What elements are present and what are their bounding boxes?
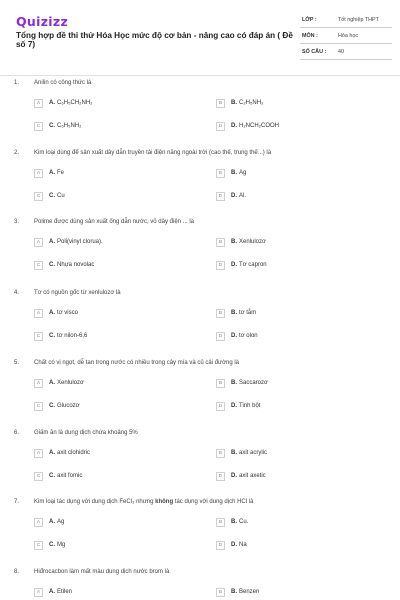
option-text: axit acrylic — [239, 450, 268, 456]
option-letter: A. — [49, 589, 55, 595]
option-text: C₆H₅CH₂NH₂ — [57, 100, 93, 106]
meta-value: 40 — [338, 49, 344, 55]
question-text-emphasis: không — [155, 499, 174, 505]
option-text: tơ olon — [239, 333, 258, 339]
question-text: Polime được dùng sản xuất ống dẫn nước, vỏ dây điện ... là — [34, 219, 194, 225]
option-letter: A. — [49, 100, 55, 106]
option-box: D — [216, 261, 225, 270]
option-box: A — [34, 379, 43, 388]
option-box: D — [216, 332, 225, 341]
option-text: Tinh bột — [239, 403, 261, 409]
question-number: 4. — [14, 290, 20, 296]
option-text: axit fomic — [57, 473, 83, 479]
option-letter: D. — [231, 403, 237, 409]
option-box: C — [34, 122, 43, 131]
option-text: C₆H₅NH₂ — [57, 123, 82, 129]
option-letter: C. — [49, 193, 55, 199]
option-text: Nhựa novolac — [57, 262, 95, 268]
option-text: Mg — [57, 542, 66, 548]
option-letter: B. — [231, 450, 237, 456]
option-box: D — [216, 472, 225, 481]
option-letter: B. — [231, 310, 237, 316]
question-number: 3. — [14, 219, 20, 225]
document-header — [0, 0, 400, 62]
option-letter: B. — [231, 100, 237, 106]
metadata-table — [300, 12, 392, 60]
header-divider — [0, 75, 400, 76]
meta-value: Hóa học — [338, 33, 359, 39]
meta-key: LỚP : — [302, 17, 317, 23]
option-text: Cu — [57, 193, 65, 199]
option-letter: B. — [231, 170, 237, 176]
option-text: Xenlulozơ — [57, 380, 84, 386]
option-letter: B. — [231, 239, 237, 245]
option-text: axit clohidric — [57, 450, 91, 456]
option-text: Etilen — [57, 589, 73, 595]
option-letter: D. — [231, 262, 237, 268]
option-box: D — [216, 192, 225, 201]
option-letter: C. — [49, 333, 55, 339]
option-box: C — [34, 402, 43, 411]
option-text: Fe — [57, 170, 65, 176]
meta-key: MÔN : — [302, 33, 318, 39]
option-text: Na — [239, 542, 247, 548]
option-text: Ag — [239, 170, 247, 176]
question-text-after: tác dụng với dung dịch HCl là — [173, 499, 254, 505]
question-text: Kim loại dùng để sản xuất dây dẫn truyền tải điện năng ngoài trời (cao thế, trung thế...) là — [34, 150, 272, 156]
option-letter: D. — [231, 193, 237, 199]
option-box: C — [34, 192, 43, 201]
option-text: H₂NCH₂COOH — [239, 123, 279, 129]
option-text: tơ nilon-6,6 — [57, 333, 88, 339]
meta-key: SỐ CÂU : — [302, 49, 327, 55]
question-text: Hiđrocacbon làm mất màu dung dịch nước brom là — [34, 569, 170, 575]
quizizz-logo: Quizizz — [16, 14, 69, 29]
question-number: 6. — [14, 430, 20, 436]
option-letter: A. — [49, 380, 55, 386]
option-box: D — [216, 541, 225, 550]
option-text: C₂H₅NH₂ — [239, 100, 264, 106]
meta-value: Tốt nghiệp THPT — [338, 17, 379, 23]
option-letter: D. — [231, 123, 237, 129]
option-text: Ag — [57, 519, 65, 525]
option-box: A — [34, 518, 43, 527]
option-box: B — [216, 309, 225, 318]
question-number: 1. — [14, 80, 20, 86]
meta-row-class — [300, 12, 392, 28]
option-letter: C. — [49, 403, 55, 409]
option-text: Al. — [239, 193, 247, 199]
option-box: D — [216, 122, 225, 131]
option-box: A — [34, 169, 43, 178]
option-letter: C. — [49, 473, 55, 479]
option-letter: B. — [231, 589, 237, 595]
option-text: Glucozơ — [57, 403, 80, 409]
option-text: Cu. — [239, 519, 249, 525]
option-letter: A. — [49, 519, 55, 525]
option-letter: B. — [231, 380, 237, 386]
option-box: C — [34, 472, 43, 481]
option-letter: B. — [231, 519, 237, 525]
option-letter: D. — [231, 473, 237, 479]
document-title: Tổng hợp đề thi thử Hóa Học mức độ cơ bản - nâng cao có đáp án ( Đề số 7) — [16, 31, 293, 49]
option-letter: C. — [49, 123, 55, 129]
option-box: A — [34, 309, 43, 318]
option-text: Tơ capron — [239, 262, 267, 268]
option-box: B — [216, 588, 225, 597]
question-text: Anilin có công thức là — [34, 80, 92, 86]
option-letter: C. — [49, 262, 55, 268]
option-text: Saccarozơ — [239, 380, 268, 386]
option-box: B — [216, 238, 225, 247]
option-box: B — [216, 518, 225, 527]
option-letter: C. — [49, 542, 55, 548]
option-box: D — [216, 402, 225, 411]
question-text-before: Kim loại tác dụng với dung dịch FeCl₃ nhưng — [34, 499, 156, 505]
question-text: Tơ có nguồn gốc từ xenlulozơ là — [34, 290, 121, 296]
option-box: A — [34, 99, 43, 108]
option-letter: A. — [49, 310, 55, 316]
option-letter: D. — [231, 333, 237, 339]
option-box: A — [34, 588, 43, 597]
option-box: B — [216, 449, 225, 458]
option-box: B — [216, 99, 225, 108]
question-text: Chất có vị ngọt, dễ tan trong nước có nhiều trong cây mía và củ cải đường là — [34, 360, 240, 366]
option-box: C — [34, 332, 43, 341]
option-text: tơ visco — [57, 310, 78, 316]
meta-row-count — [300, 44, 392, 60]
option-box: C — [34, 261, 43, 270]
option-text: axit axetic — [239, 473, 266, 479]
option-letter: D. — [231, 542, 237, 548]
question-text: Giấm ăn là dung dịch chứa khoảng 5% — [34, 430, 138, 436]
meta-row-subject — [300, 28, 392, 44]
option-box: B — [216, 169, 225, 178]
question-number: 7. — [14, 499, 20, 505]
question-text — [34, 499, 384, 505]
option-letter: A. — [49, 239, 55, 245]
option-text: Poli(vinyl clorua). — [57, 239, 103, 245]
option-text: tơ tằm — [239, 310, 257, 316]
option-box: A — [34, 238, 43, 247]
option-box: A — [34, 449, 43, 458]
question-number: 5. — [14, 360, 20, 366]
question-number: 2. — [14, 150, 20, 156]
option-letter: A. — [49, 170, 55, 176]
option-letter: A. — [49, 450, 55, 456]
option-text: Xenlulozơ — [239, 239, 266, 245]
option-box: C — [34, 541, 43, 550]
option-text: Benzen — [239, 589, 260, 595]
question-number: 8. — [14, 569, 20, 575]
option-box: B — [216, 379, 225, 388]
